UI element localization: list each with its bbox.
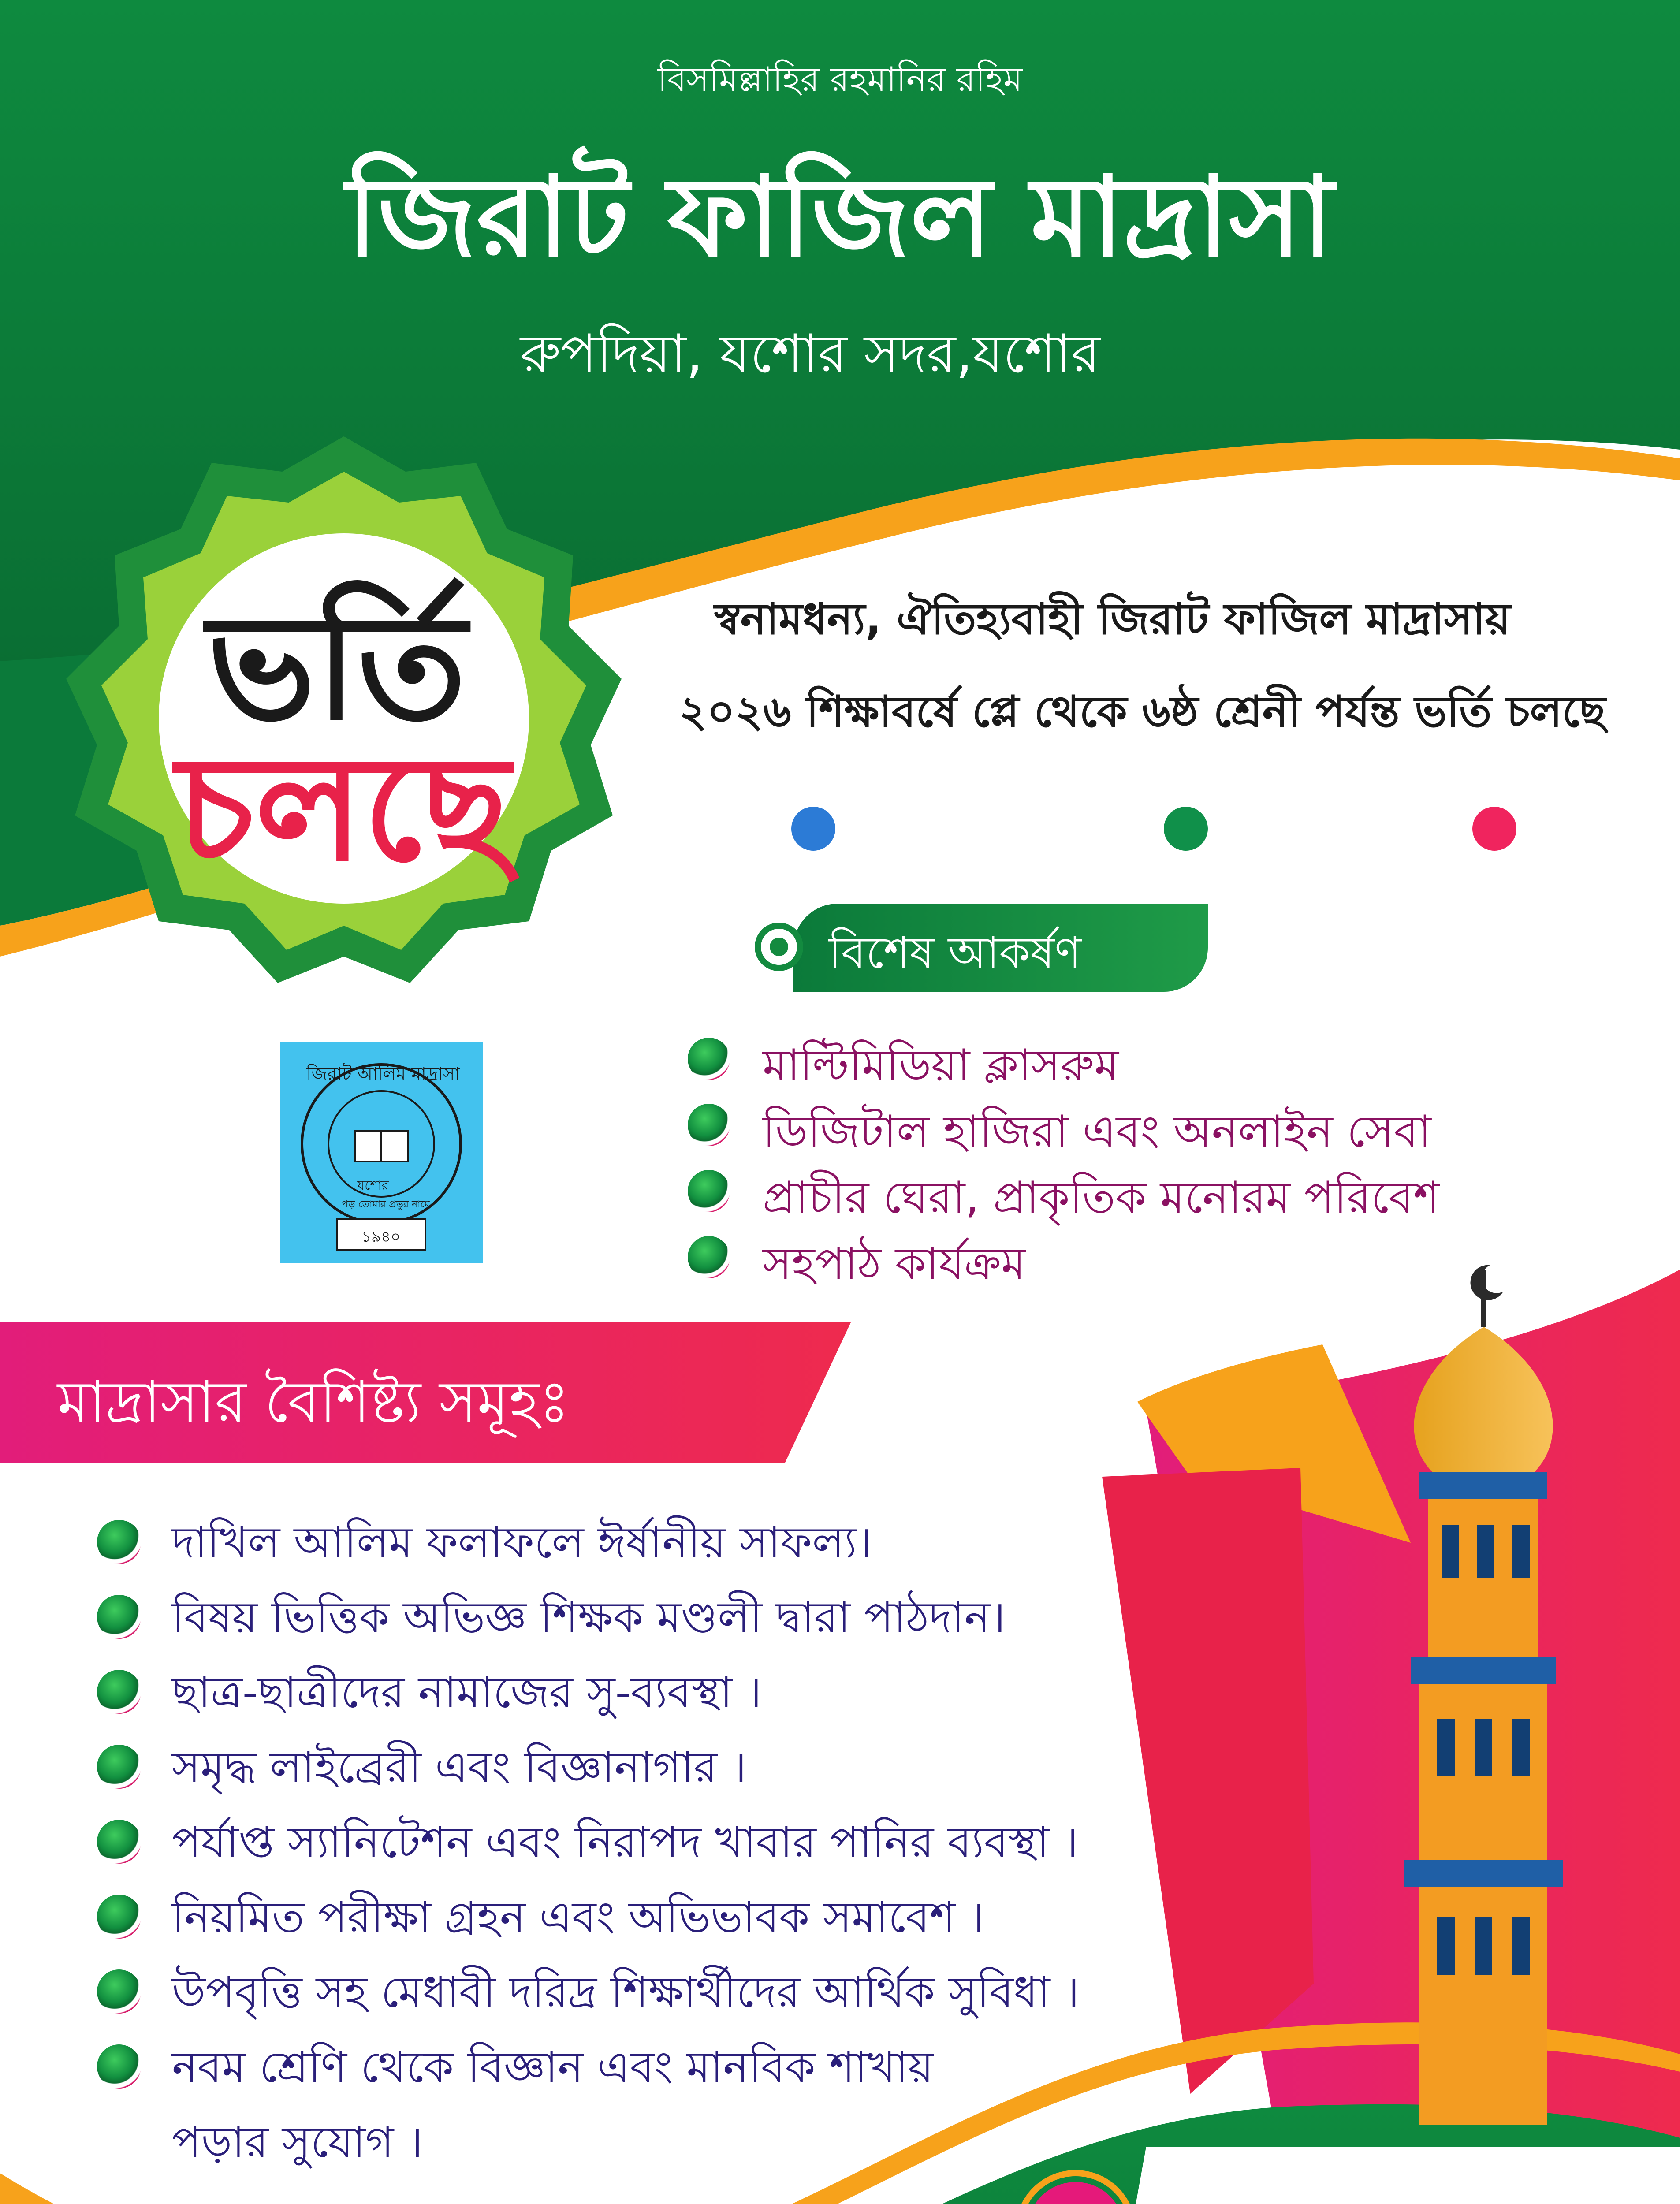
bullet-icon bbox=[97, 1895, 141, 1939]
features-title: মাদ্রাসার বৈশিষ্ট্য সমূহঃ bbox=[57, 1368, 570, 1435]
logo-year: ১৯৪০ bbox=[361, 1228, 401, 1246]
madrasa-logo bbox=[280, 1042, 483, 1263]
bullet-icon bbox=[97, 1820, 141, 1864]
bullet-icon bbox=[97, 2044, 141, 2089]
contact-title bbox=[1181, 2200, 1519, 2204]
bullet-icon bbox=[688, 1104, 730, 1146]
badge-line-1: ভর্তি bbox=[207, 583, 466, 752]
bullet-icon bbox=[97, 1595, 141, 1639]
intro-line-2: ২০২৬ শিক্ষাবর্ষে প্লে থেকে ৬ষ্ঠ শ্রেনী পর্যন্ত ভর্তি চলছে bbox=[679, 687, 1606, 737]
page-title: জিরাট ফাজিল মাদ্রাসা bbox=[346, 153, 1334, 281]
special-attraction-label: বিশেষ আকর্ষণ bbox=[829, 927, 1081, 979]
bullet-icon bbox=[97, 1745, 141, 1789]
bullet-icon bbox=[688, 1236, 730, 1278]
poster: বিসমিল্লাহির রহমানির রহিম জিরাট ফাজিল মাদ্রাসা রুপদিয়া, যশোর সদর,যশোর ভর্তি চলছে স্বনামধন্য, ঐতিহ্যবাহী জিরাট ফাজিল মাদ্রাসায় ২০২৬ শিক্ষাবর্ষে প্লে থেকে ৬ষ্ঠ শ্রেনী পর্যন্ত ভর্তি চলছে বিশেষ আকর্ষণ মাল্টিমিডিয়া ক্লাসরুম ডিজিটাল হাজিরা এবং অনলাইন সেবা প্রাচীর ঘেরা, প্রাকৃতিক মনোরম পরিবেশ সহপাঠ কার্যক্রম জিরাট আলিম মাদ্রাসা পড় তোমার প্রভুর নামে যশোর ১৯৪০ মাদ্রাসার বৈশিষ্ট্য সমূহঃ দাখিল আলিম ফলাফলে ঈর্ষানীয় সাফল্য। বিষয় ভিত্তিক অভিজ্ঞ শিক্ষক মণ্ডলী দ্বারা পাঠদান। ছাত্র-ছাত্রীদের নামাজের সু-ব্যবস্থা । সমৃদ্ধ লাইব্রেরী এবং বিজ্ঞানাগার । পর্যাপ্ত স্যানিটেশন এবং নিরাপদ খাবার পানির ব্যবস্থা । নিয়মিত পরীক্ষা গ্রহন এবং অভিভাবক সমাবেশ । উপবৃত্তি সহ মেধাবী দরিদ্র শিক্ষার্থীদের আর্থিক সুবিধা । নবম শ্রেণি থেকে বিজ্ঞান এবং মানবিক শাখায় পড়ার সুযোগ । bbox=[0, 0, 1680, 2204]
bullet-icon bbox=[97, 1670, 141, 1714]
intro-line-1: স্বনামধন্য, ঐতিহ্যবাহী জিরাট ফাজিল মাদ্রাসায় bbox=[714, 594, 1511, 644]
minaret-illustration bbox=[1404, 1265, 1563, 2125]
address-text: রুপদিয়া, যশোর সদর,যশোর bbox=[520, 324, 1100, 385]
bullet-icon bbox=[97, 1969, 141, 2014]
badge-line-2: চলছে bbox=[176, 724, 510, 893]
bullet-icon bbox=[97, 1520, 141, 1564]
logo-ring-text: জিরাট আলিম মাদ্রাসা bbox=[306, 1064, 460, 1084]
bullet-icon bbox=[688, 1170, 730, 1212]
logo-place: যশোর bbox=[357, 1178, 389, 1193]
special-dot-icon bbox=[755, 923, 803, 971]
logo-motto: পড় তোমার প্রভুর নামে bbox=[342, 1199, 430, 1210]
bullet-icon bbox=[688, 1038, 730, 1080]
bismillah-text: বিসমিল্লাহির রহমানির রহিম bbox=[657, 60, 1023, 100]
